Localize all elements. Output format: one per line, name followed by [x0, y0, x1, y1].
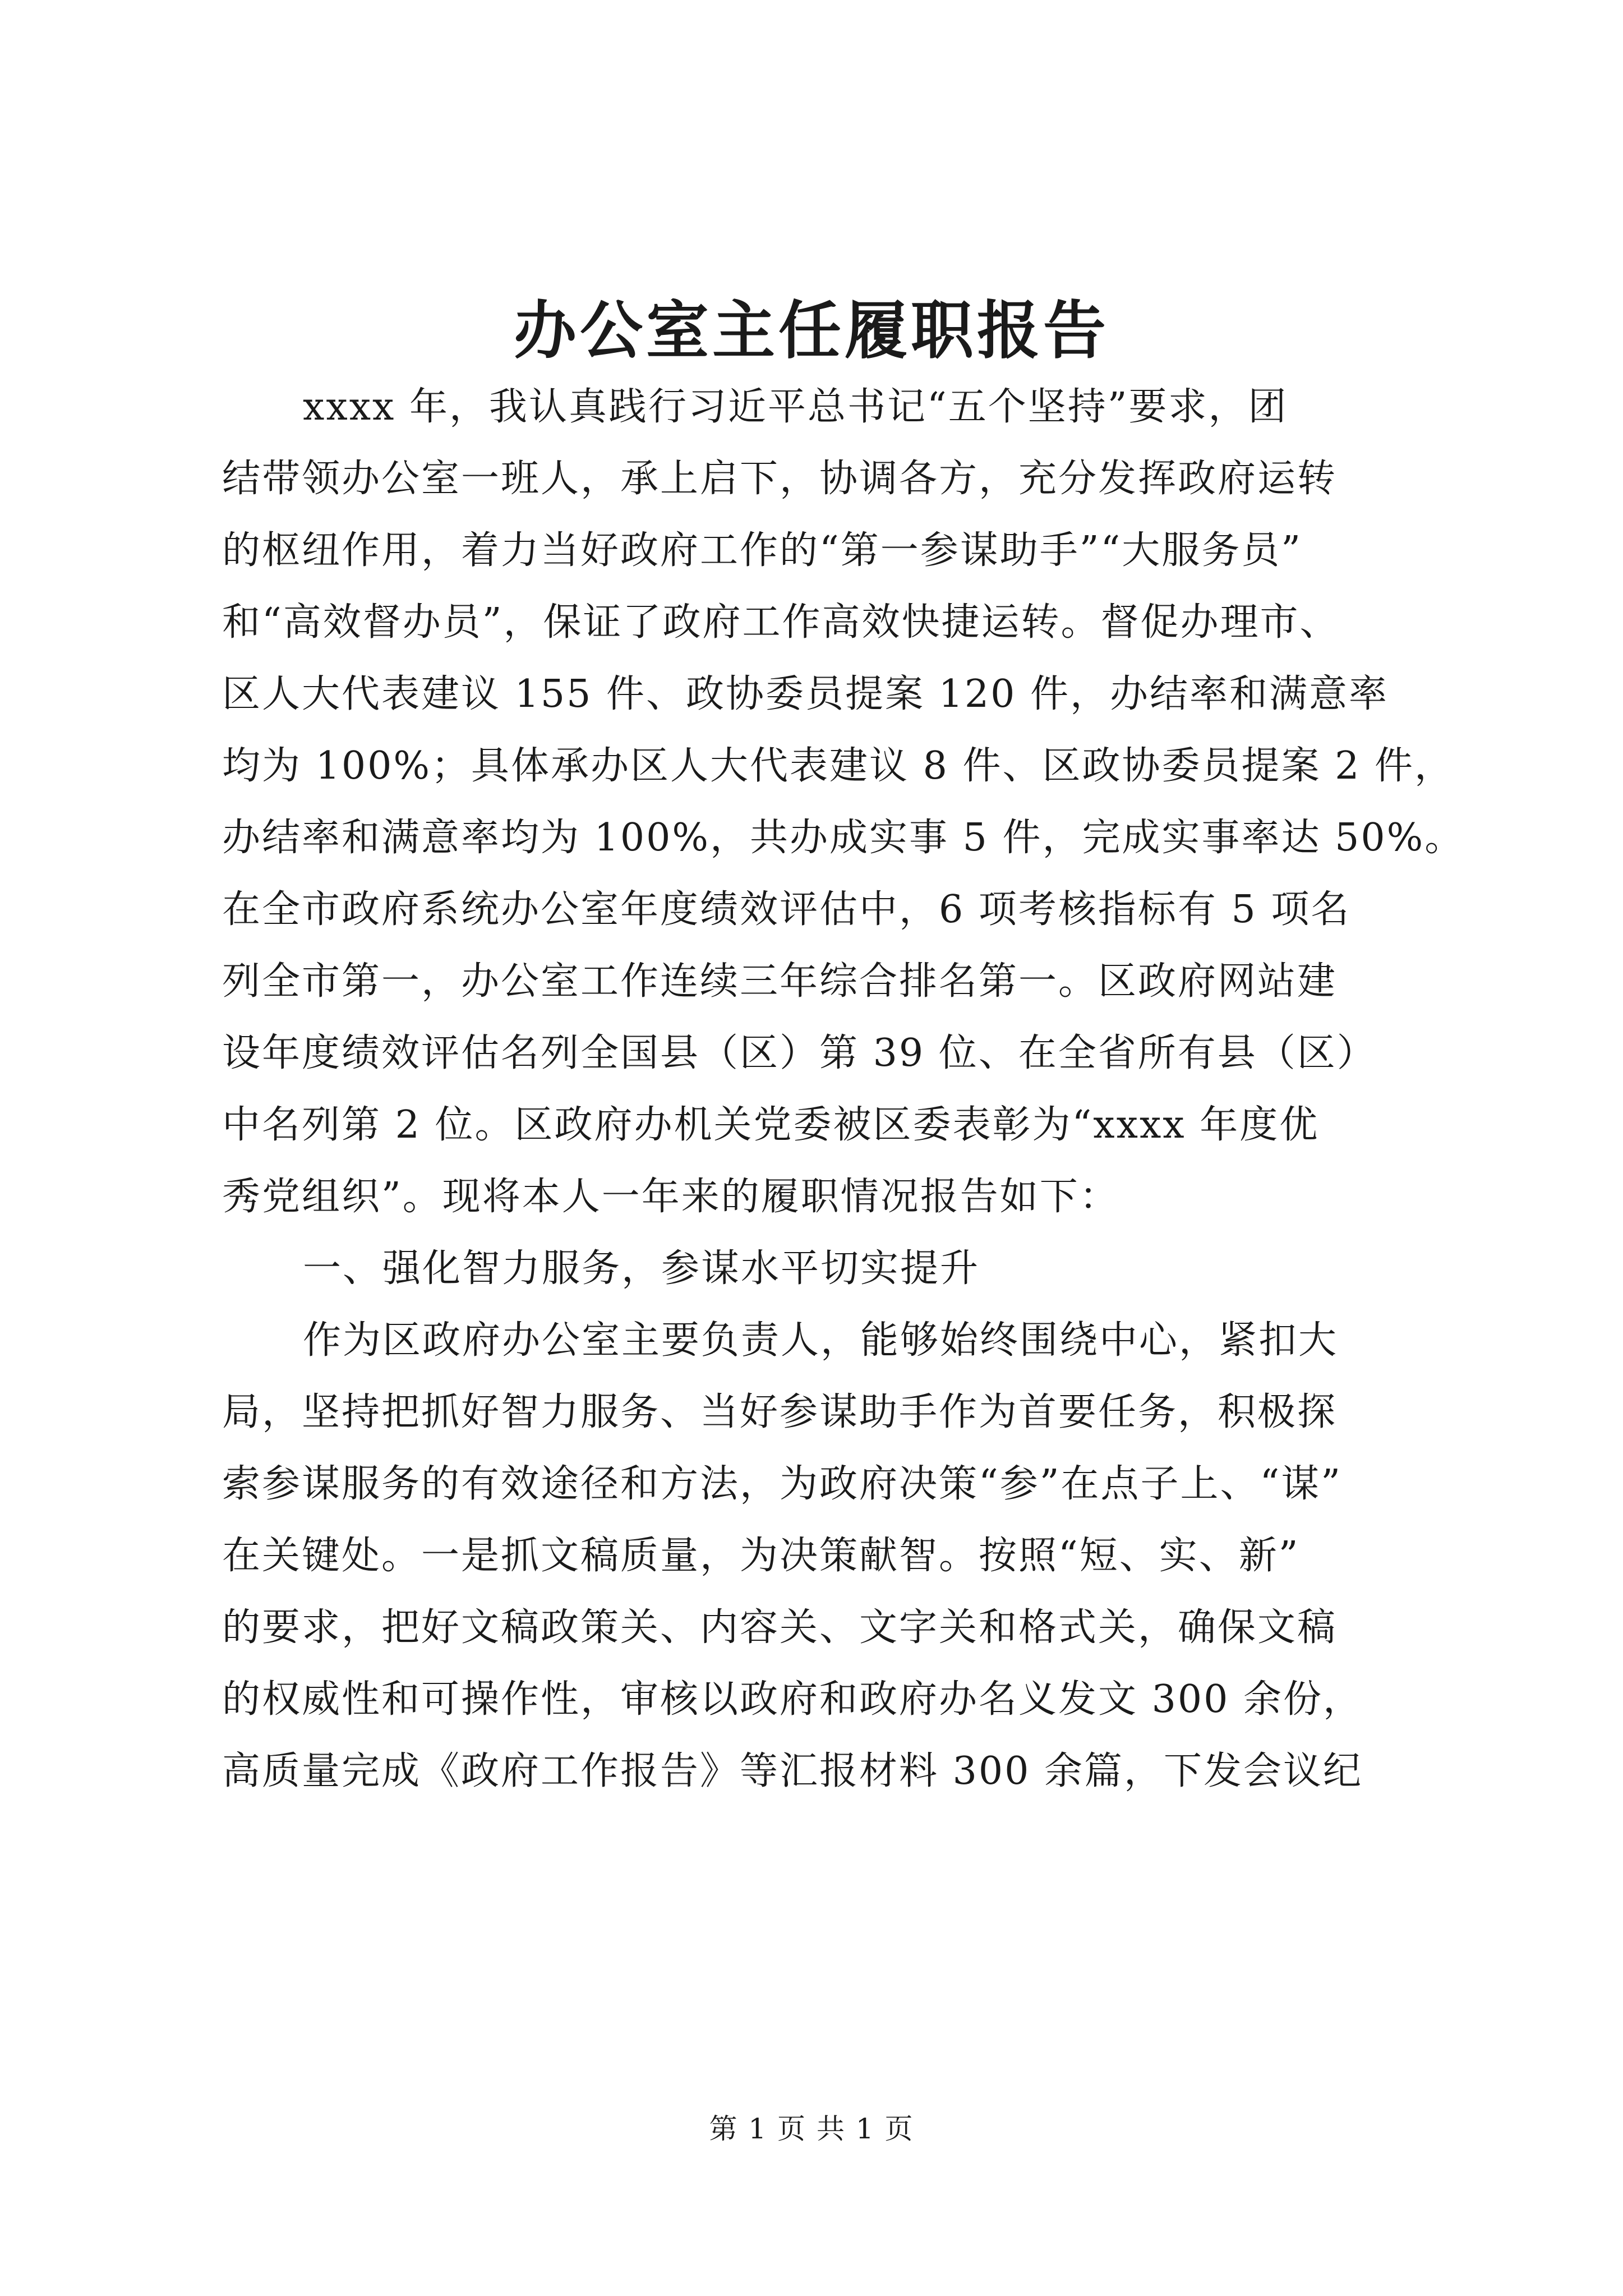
- body-line: 结带领办公室一班人，承上启下，协调各方，充分发挥政府运转: [222, 457, 1338, 501]
- body-line: 和“高效督办员”，保证了政府工作高效快捷运转。督促办理市、: [222, 600, 1340, 645]
- body-line: 局，坚持把抓好智力服务、当好参谋助手作为首要任务，积极探: [222, 1390, 1338, 1434]
- body-line: 办结率和满意率均为 100%，共办成实事 5 件，完成实事率达 50%。: [222, 816, 1465, 860]
- body-line: xxxx 年，我认真践行习近平总书记“五个坚持”要求，团: [303, 385, 1288, 429]
- page-number-footer: 第 1 页 共 1 页: [709, 2113, 914, 2145]
- body-line: 设年度绩效评估名列全国县（区）第 39 位、在全省所有县（区）: [222, 1031, 1377, 1075]
- body-line: 列全市第一，办公室工作连续三年综合排名第一。区政府网站建: [222, 959, 1338, 1004]
- body-line: 的权威性和可操作性，审核以政府和政府办名义发文 300 余份，: [222, 1677, 1363, 1722]
- body-line: 在全市政府系统办公室年度绩效评估中，6 项考核指标有 5 项名: [222, 887, 1351, 932]
- body-line: 作为区政府办公室主要负责人，能够始终围绕中心，紧扣大: [303, 1318, 1339, 1363]
- body-line: 索参谋服务的有效途径和方法，为政府决策“参”在点子上、“谋”: [222, 1462, 1343, 1506]
- document-title: 办公室主任履职报告: [514, 294, 1109, 367]
- body-line: 中名列第 2 位。区政府办机关党委被区委表彰为“xxxx 年度优: [222, 1103, 1320, 1147]
- body-line: 高质量完成《政府工作报告》等汇报材料 300 余篇，下发会议纪: [222, 1749, 1363, 1793]
- body-line: 均为 100%；具体承办区人大代表建议 8 件、区政协委员提案 2 件，: [222, 744, 1455, 788]
- body-line: 区人大代表建议 155 件、政协委员提案 120 件，办结率和满意率: [222, 672, 1389, 716]
- section-heading: 一、强化智力服务，参谋水平切实提升: [303, 1246, 980, 1291]
- body-line: 在关键处。一是抓文稿质量，为决策献智。按照“短、实、新”: [222, 1534, 1300, 1578]
- body-line: 秀党组织”。现将本人一年来的履职情况报告如下：: [222, 1175, 1119, 1219]
- body-line: 的枢纽作用，着力当好政府工作的“第一参谋助手”“大服务员”: [222, 528, 1303, 573]
- body-line: 的要求，把好文稿政策关、内容关、文字关和格式关，确保文稿: [222, 1605, 1338, 1650]
